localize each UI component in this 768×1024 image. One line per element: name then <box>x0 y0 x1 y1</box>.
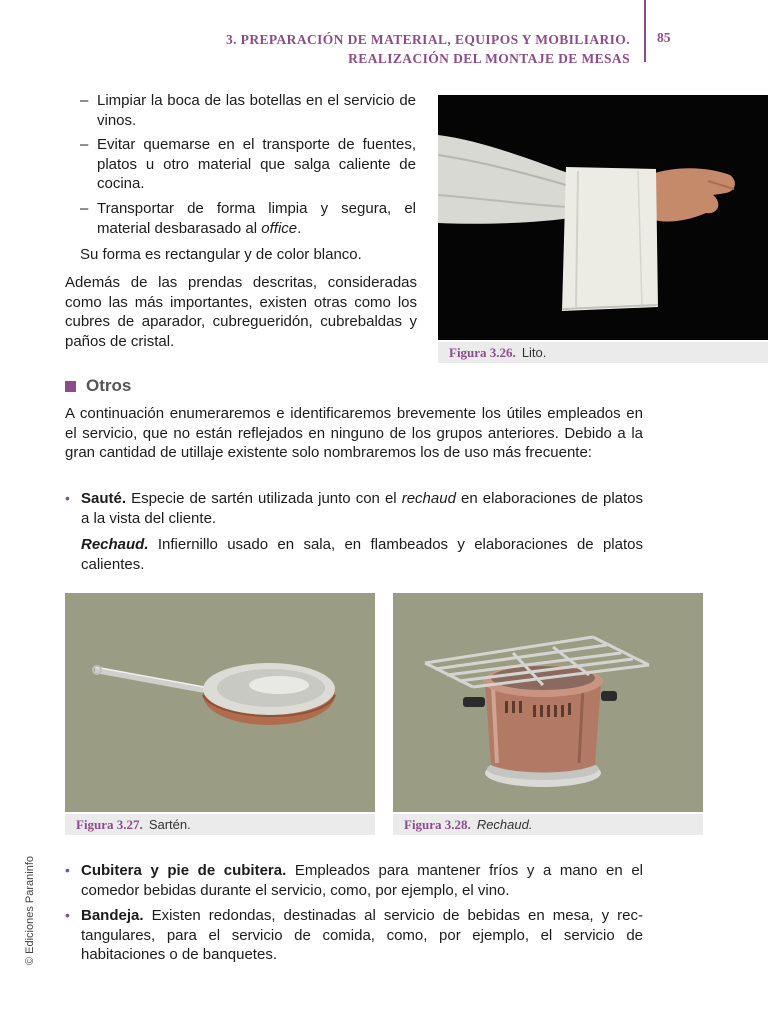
italic-term: office <box>261 219 298 237</box>
bullet-term: Sauté. <box>81 490 127 507</box>
rechaud-term: Rechaud. <box>81 536 149 553</box>
figure-label: Figura 3.26. <box>449 345 516 360</box>
bullet-text: Especie de sartén utilizada junto con el <box>126 490 402 507</box>
photo-rechaud <box>393 593 703 812</box>
dash-item <box>80 91 416 130</box>
bullet-text: Empleados para mantener fríos y a mano en el comedor bebidas durante el servicio, como, por ejemplo, el vino. <box>81 862 643 899</box>
figure-caption-rechaud <box>393 814 703 835</box>
dash-item-text: Transportar de forma limpia y segura, el material desbarasado al <box>97 199 416 237</box>
running-header <box>226 30 630 68</box>
dash-item-text-end: . <box>297 219 302 237</box>
paragraph-ademas: Además de las prendas descritas, consideradas como las más importantes, existen otras como los cubres de aparador, cubregueridón, cubrebaldas y paños de cristal. <box>65 274 417 350</box>
bullet-icon: • <box>65 490 70 506</box>
italic-term: rechaud <box>401 490 456 507</box>
header-line-1: 3. PREPARACIÓN DE MATERIAL, EQUIPOS Y MOBILIARIO. <box>225 32 630 47</box>
figure-caption-text: Rechaud. <box>476 817 533 832</box>
section-square-icon <box>65 381 76 392</box>
dash-list <box>80 91 416 243</box>
dash-item-text: Evitar quemarse en el transporte de fuentes, platos u otro material que salga caliente de cocina. <box>97 136 416 193</box>
section-title: Otros <box>86 376 132 395</box>
bullet-term: Bandeja. <box>81 907 144 924</box>
header-line-2: REALIZACIÓN DEL MONTAJE DE MESAS <box>348 51 630 66</box>
dash-item-text: Limpiar la boca de las botellas en el servicio de vinos. <box>97 92 416 129</box>
figure-caption-text: Sartén. <box>148 817 191 832</box>
dash-marker: – <box>80 92 89 109</box>
dash-item <box>80 135 416 194</box>
publisher-credit: © Ediciones Paraninfo <box>24 855 36 965</box>
bullet-icon: • <box>65 907 70 923</box>
bullet-saute <box>65 489 644 528</box>
page-number: 85 <box>657 30 671 45</box>
figure-label: Figura 3.28. <box>404 817 471 832</box>
dash-item <box>80 199 416 238</box>
paragraph-rechaud <box>81 535 643 574</box>
figure-caption-sarten <box>65 814 375 835</box>
bullet-text-end: en elaboraciones de platos a la vista del cliente. <box>81 490 644 527</box>
figure-caption-lito <box>438 342 768 363</box>
figure-label: Figura 3.27. <box>76 817 143 832</box>
dash-marker: – <box>80 199 89 217</box>
paragraph-forma: Su forma es rectangular y de color blanco. <box>80 246 362 263</box>
dash-marker: – <box>80 136 89 154</box>
header-divider <box>644 0 646 62</box>
bullet-bandeja <box>65 906 643 965</box>
rechaud-text: Infiernillo usado en sala, en flambeados y elaboraciones de platos calientes. <box>81 536 643 573</box>
bullet-cubitera <box>65 861 643 900</box>
figure-caption-text: Lito. <box>521 345 547 360</box>
photo-lito <box>438 95 768 340</box>
bullet-text: Existen redondas, destinadas al servicio de bebidas en mesa, y rectangulares, para el servicio de comida, como, por ejemplo, el servicio de habitaciones o de banquetes. <box>81 907 643 964</box>
bullet-icon: • <box>65 862 70 878</box>
bullet-term: Cubitera y pie de cubitera. <box>81 862 287 879</box>
section-heading <box>65 376 131 396</box>
photo-sarten <box>65 593 375 812</box>
paragraph-intro: A continuación enumeraremos e identificaremos brevemente los útiles empleados en el servicio, que no están reflejados en ninguno de los grupos anteriores. Debido a la gran cantidad de utillaje existente solo nombraremos los de uso más frecuente: <box>65 405 643 462</box>
